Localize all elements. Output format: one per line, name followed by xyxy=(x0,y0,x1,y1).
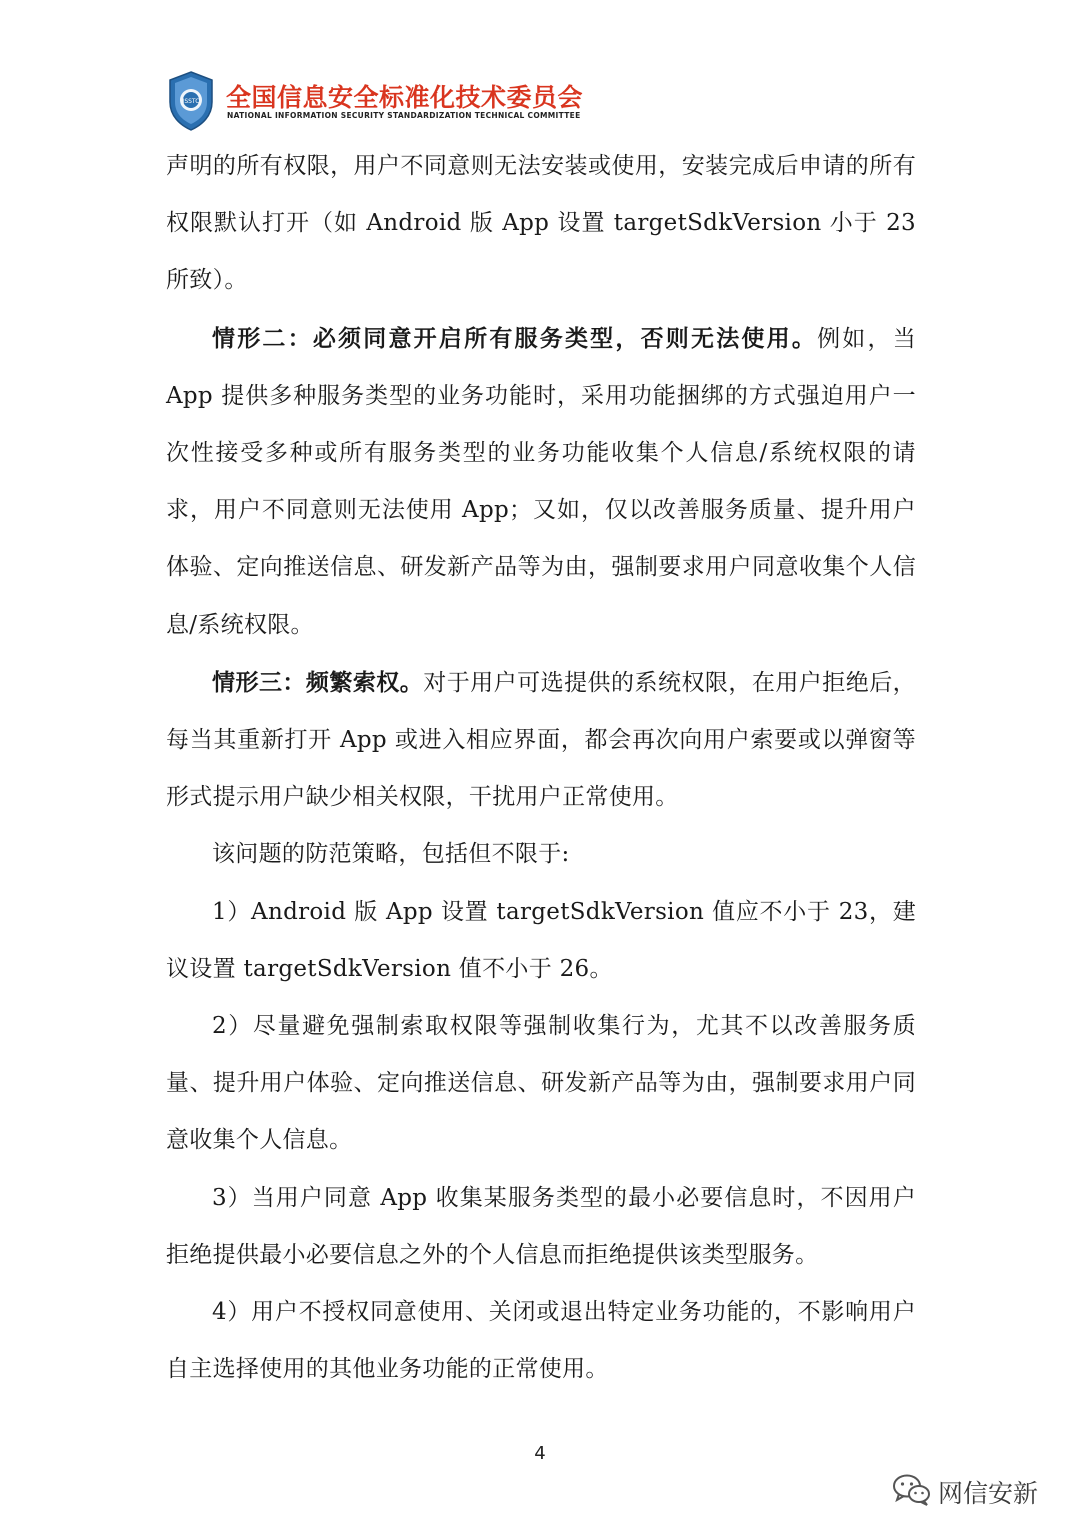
watermark xyxy=(892,1470,1062,1510)
page-number: 4 xyxy=(534,1443,546,1464)
strategy-item-4: 4）用户不授权同意使用、关闭或退出特定业务功能的，不影响用户自主选择使用的其他业务功能的正常使用。 xyxy=(166,1299,916,1383)
logo-text: ISSTC xyxy=(182,98,200,105)
shield-logo-icon xyxy=(166,70,216,132)
strategy-item-2: 2）尽量避免强制索取权限等强制收集行为，尤其不以改善服务质量、提升用户体验、定向推送信息、研发新产品等为由，强制要求用户同意收集个人信息。 xyxy=(166,1013,916,1154)
document-header xyxy=(166,70,866,134)
strategy-item-3: 3）当用户同意 App 收集某服务类型的最小必要信息时，不因用户拒绝提供最小必要信息之外的个人信息而拒绝提供该类型服务。 xyxy=(166,1184,916,1268)
watermark-text: 网信安新 xyxy=(938,1479,1039,1508)
case-three-text: 对于用户可选提供的系统权限，在用户拒绝后，每当其重新打开 App 或进入相应界面，都会再次向用户索要或以弹窗等形式提示用户缺少相关权限，干扰用户正常使用。 xyxy=(166,669,916,811)
wechat-icon xyxy=(892,1472,932,1508)
case-three-heading: 情形三：频繁索权。 xyxy=(212,668,424,696)
document-body xyxy=(166,138,916,1398)
paragraph-continuation: 声明的所有权限，用户不同意则无法安装或使用，安装完成后申请的所有权限默认打开（如 Android 版 App 设置 targetSdkVersion 小于 23 所致）。 xyxy=(166,153,916,294)
strategy-item-1: 1）Android 版 App 设置 targetSdkVersion 值应不小于 23，建议设置 targetSdkVersion 值不小于 26。 xyxy=(166,898,916,982)
paragraph-case-three xyxy=(166,654,916,827)
org-name-en: NATIONAL INFORMATION SECURITY STANDARDIZATION TECHNICAL COMMITTEE xyxy=(227,111,581,120)
case-two-heading: 情形二：必须同意开启所有服务类型，否则无法使用。 xyxy=(212,324,818,352)
paragraph-case-two xyxy=(166,310,916,654)
paragraph-strategy-intro: 该问题的防范策略，包括但不限于: xyxy=(212,841,570,868)
org-name-cn: 全国信息安全标准化技术委员会 xyxy=(226,83,584,112)
case-two-text: 例如，当 App 提供多种服务类型的业务功能时，采用功能捆绑的方式强迫用户一次性接受多种或所有服务类型的业务功能收集个人信息/系统权限的请求，用户不同意则无法使用 App；又如，仅以改善服务质量、提升用户体验、定向推送信息、研发新产品等为由，强制要求用户同意收集个人信息/系统权限。 xyxy=(166,325,916,638)
